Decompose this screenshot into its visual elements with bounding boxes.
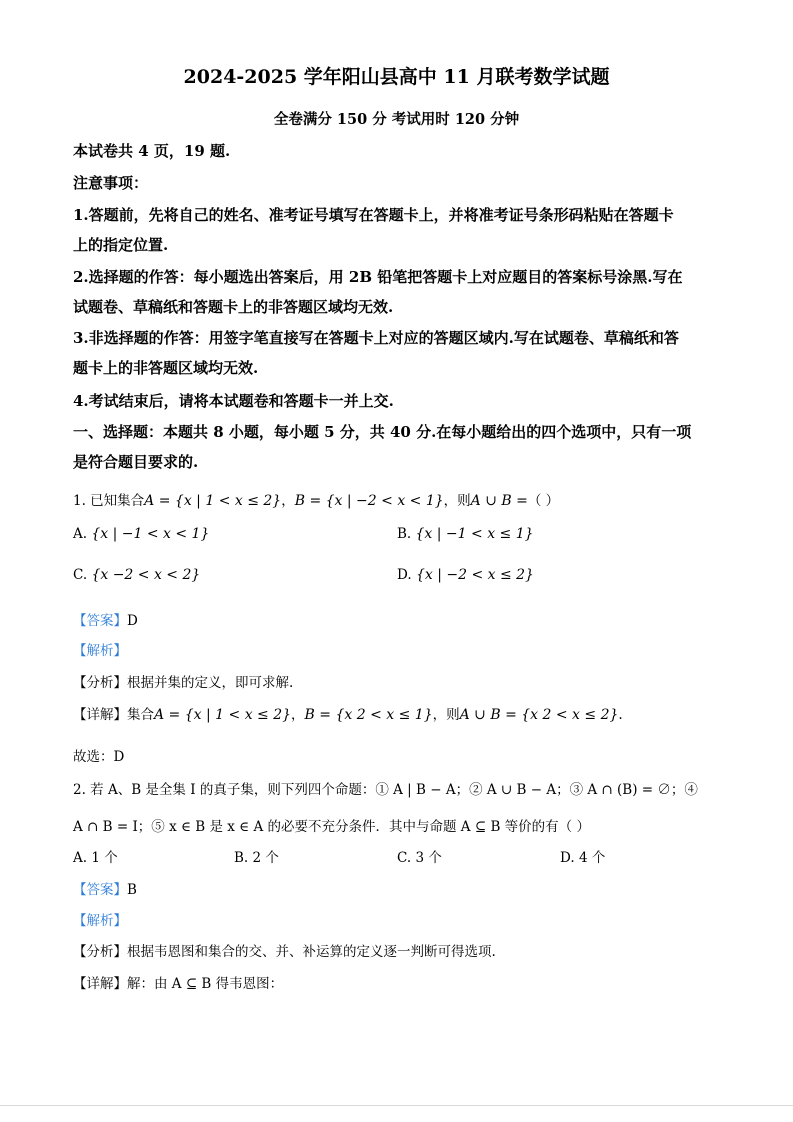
fenxi-tag: 【分析】 [73, 944, 127, 960]
q2-fenxi [73, 940, 496, 960]
xiangjie-set-a: A = {x | 1 < x ≤ 2} [154, 707, 292, 723]
analysis-tag: 【解析】 [73, 913, 127, 929]
section-heading: 是符合题目要求的. [73, 453, 199, 471]
q2-option-c [397, 846, 442, 866]
option-letter: A. [73, 850, 88, 866]
fenxi-tag: 【分析】 [73, 675, 127, 691]
q1-xiangjie: 【详解】集合A = {x | 1 < x ≤ 2}，B = {x 2 < x ≤ 1}，则A ∪ B = {x 2 < x ≤ 2}. [73, 707, 623, 723]
option-text: 2 个 [252, 850, 279, 866]
note-line: 3.非选择题的作答：用签字笔直接写在答题卡上对应的答题区域内.写在试题卷、草稿纸和答 [73, 329, 679, 347]
page-title: 2024-2025 学年阳山县高中 11 月联考数学试题 [183, 66, 610, 88]
note-line: 2.选择题的作答：每小题选出答案后，用 2B 铅笔把答题卡上对应题目的答案标号涂黑.写在 [73, 268, 683, 286]
xiangjie-set-b: B = {x 2 < x ≤ 1} [304, 707, 433, 723]
option-text: {x | −1 < x < 1} [91, 526, 210, 542]
answer-value: D [127, 613, 138, 629]
q1-option-b [397, 526, 534, 542]
section-heading: 一、选择题：本题共 8 小题，每小题 5 分，共 40 分.在每小题给出的四个选项中，只有一项 [73, 423, 692, 441]
xiangjie-text: 解：由 A ⊆ B 得韦恩图： [127, 976, 284, 992]
answer-tag: 【答案】 [73, 613, 127, 629]
q1-conclusion: 故选：D [73, 749, 125, 765]
option-text: {x −2 < x < 2} [91, 567, 201, 583]
xiangjie-tag: 【详解】 [73, 976, 127, 992]
q1-fenxi [73, 671, 293, 691]
q1-option-c [73, 567, 200, 583]
option-text: 1 个 [91, 850, 118, 866]
question-2-stem: 2. 若 A、B 是全集 I 的真子集，则下列四个命题：① A | B − A；② A ∪ B − A；③ A ∩ (B) = ∅；④ [73, 782, 698, 798]
q1-paren: （ ） [527, 493, 560, 509]
option-letter: D. [397, 567, 412, 583]
option-text: 3 个 [415, 850, 442, 866]
fenxi-text: 根据并集的定义，即可求解. [127, 675, 294, 691]
option-letter: B. [397, 526, 412, 542]
notice-title: 注意事项： [73, 174, 149, 192]
option-text: {x | −2 < x ≤ 2} [415, 567, 534, 583]
q1-set-b: B = {x | −2 < x < 1} [294, 493, 444, 509]
option-letter: C. [397, 850, 412, 866]
answer-tag: 【答案】 [73, 882, 127, 898]
q1-stem-text-2: ，则 [443, 493, 471, 509]
q2-analysis-tag [73, 909, 127, 929]
q1-expression: A ∪ B = [470, 493, 528, 509]
note-line: 1.答题前，先将自己的姓名、准考证号填写在答题卡上，并将准考证号条形码粘贴在答题卡 [73, 206, 674, 224]
xiangjie-text-2: ，则 [432, 707, 460, 723]
note-line: 上的指定位置. [73, 236, 169, 254]
page-bottom-divider [0, 1105, 793, 1106]
xiangjie-text: 集合 [127, 707, 154, 723]
question-1-stem: 1. 已知集合A = {x | 1 < x ≤ 2}，B = {x | −2 < x < 1}，则A ∪ B =（ ） [73, 493, 560, 509]
option-letter: A. [73, 526, 88, 542]
option-letter: B. [234, 850, 249, 866]
option-text: 4 个 [578, 850, 606, 866]
question-2-stem-cont: A ∩ B = I；⑤ x ∈ B 是 x ∈ A 的必要不充分条件．其中与命题 A ⊆ B 等价的有（ ） [73, 819, 590, 835]
xiangjie-result: A ∪ B = {x 2 < x ≤ 2} [459, 707, 619, 723]
xiangjie-tag: 【详解】 [73, 707, 127, 723]
answer-value: B [127, 882, 137, 898]
q1-analysis-tag [73, 639, 127, 659]
page-count: 本试卷共 4 页，19 题. [73, 142, 231, 160]
fenxi-text: 根据韦恩图和集合的交、并、补运算的定义逐一判断可得选项. [127, 944, 496, 960]
note-line: 4.考试结束后，请将本试题卷和答题卡一并上交. [73, 392, 394, 410]
q2-option-a [73, 846, 118, 866]
option-text: {x | −1 < x ≤ 1} [415, 526, 534, 542]
option-letter: C. [73, 567, 88, 583]
q1-answer [73, 609, 138, 629]
q1-stem-text: 1. 已知集合 [73, 493, 145, 509]
q2-option-d [560, 846, 605, 866]
page-subtitle: 全卷满分 150 分 考试用时 120 分钟 [273, 111, 520, 128]
q1-set-a: A = {x | 1 < x ≤ 2} [144, 493, 282, 509]
note-line: 试题卷、草稿纸和答题卡上的非答题区域均无效. [73, 298, 394, 316]
option-letter: D. [560, 850, 575, 866]
q1-option-a [73, 526, 209, 542]
q1-option-d [397, 567, 534, 583]
analysis-tag: 【解析】 [73, 643, 127, 659]
q2-option-b [234, 846, 279, 866]
note-line: 题卡上的非答题区域均无效. [73, 359, 259, 377]
q2-xiangjie [73, 972, 283, 992]
q2-answer [73, 878, 137, 898]
